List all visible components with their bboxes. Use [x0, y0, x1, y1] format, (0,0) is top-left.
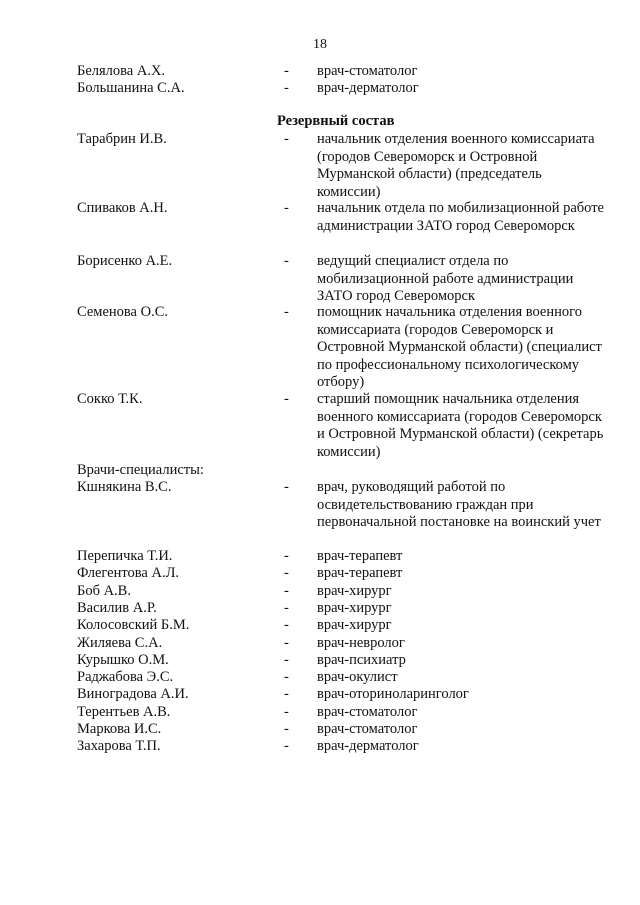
member-dash: - — [284, 131, 289, 147]
member-name: Тарабрин И.В. — [77, 131, 167, 147]
doctor-dash: - — [284, 582, 289, 599]
member-role: начальник отдела по мобилизационной работе администрации ЗАТО город Североморск — [317, 200, 604, 234]
doctor-role: врач-хирург — [317, 582, 392, 599]
reserve-heading: Резервный состав — [277, 113, 395, 129]
doctor-dash: - — [284, 669, 289, 686]
doctor-name: Маркова И.С. — [77, 721, 162, 737]
member-dash: - — [284, 200, 289, 216]
doctor-name: Кшнякина В.С. — [77, 479, 172, 495]
doctor-name: Виноградова А.И. — [77, 686, 189, 703]
doctor-dash: - — [284, 686, 289, 703]
doctor-role: врач-оториноларинголог — [317, 686, 469, 703]
member-dash: - — [284, 80, 289, 96]
doctor-role: врач-терапевт — [317, 548, 403, 564]
doctor-role: врач-невролог — [317, 634, 405, 651]
member-role: старший помощник начальника отделения военного комиссариата (городов Североморск и Островной Мурманской области) (секретарь комиссии) — [317, 391, 604, 460]
doctor-role: врач-терапевт — [317, 565, 403, 582]
doctor-dash: - — [284, 651, 289, 668]
doctor-role: врач-психиатр — [317, 651, 406, 668]
member-name: Сокко Т.К. — [77, 391, 143, 407]
member-name: Семенова О.С. — [77, 304, 169, 320]
doctor-name: Перепичка Т.И. — [77, 548, 173, 564]
doctor-dash: - — [284, 599, 289, 616]
member-dash: - — [284, 304, 289, 320]
member-role: начальник отделения военного комиссариата (городов Североморск и Островной Мурманской области) (председатель комиссии) — [317, 131, 595, 200]
doctor-dash: - — [284, 617, 289, 634]
member-name: Борисенко А.Е. — [77, 253, 173, 269]
member-name: Белялова А.Х. — [77, 63, 166, 79]
doctor-role: врач-хирург — [317, 599, 392, 616]
doctor-name: Раджабова Э.С. — [77, 669, 174, 686]
doctor-dash: - — [284, 548, 289, 564]
member-dash: - — [284, 63, 289, 79]
doctor-name: Василив А.Р. — [77, 599, 157, 616]
member-name: Большанина С.А. — [77, 80, 185, 96]
doctor-dash: - — [284, 565, 289, 582]
doctor-role: врач-дерматолог — [317, 738, 419, 755]
doctor-role: врач-стоматолог — [317, 703, 418, 720]
member-role: помощник начальника отделения военного комиссариата (городов Североморск и Островной Мурманской области) (специалист по профессиональному психологическому отбору) — [317, 304, 602, 390]
doctor-name: Терентьев А.В. — [77, 703, 171, 720]
member-role: врач-дерматолог — [317, 80, 419, 96]
doctor-name: Жиляева С.А. — [77, 634, 163, 651]
doctor-name: Флегентова А.Л. — [77, 565, 180, 582]
member-role: ведущий специалист отдела по мобилизационной работе администрации ЗАТО город Североморск — [317, 253, 574, 304]
doctor-name: Колосовский Б.М. — [77, 617, 190, 634]
member-name: Спиваков А.Н. — [77, 200, 168, 216]
doctor-name: Боб А.В. — [77, 582, 131, 599]
doctor-name: Захарова Т.П. — [77, 738, 161, 755]
doctor-dash: - — [284, 479, 289, 495]
page-number: 18 — [313, 37, 327, 52]
doctor-name: Курышко О.М. — [77, 651, 169, 668]
member-role: врач-стоматолог — [317, 63, 418, 79]
member-dash: - — [284, 391, 289, 407]
doctors-label: Врачи-специалисты: — [77, 462, 204, 478]
doctor-role: врач-окулист — [317, 669, 398, 686]
doctor-role: врач-хирург — [317, 617, 392, 634]
doctor-dash: - — [284, 634, 289, 651]
doctor-dash: - — [284, 738, 289, 755]
doctor-role: врач, руководящий работой по освидетельствованию граждан при первоначальной постановке на воинский учет — [317, 479, 601, 530]
member-dash: - — [284, 253, 289, 269]
doctor-dash: - — [284, 703, 289, 720]
doctor-dash: - — [284, 721, 289, 737]
doctor-role: врач-стоматолог — [317, 721, 418, 737]
